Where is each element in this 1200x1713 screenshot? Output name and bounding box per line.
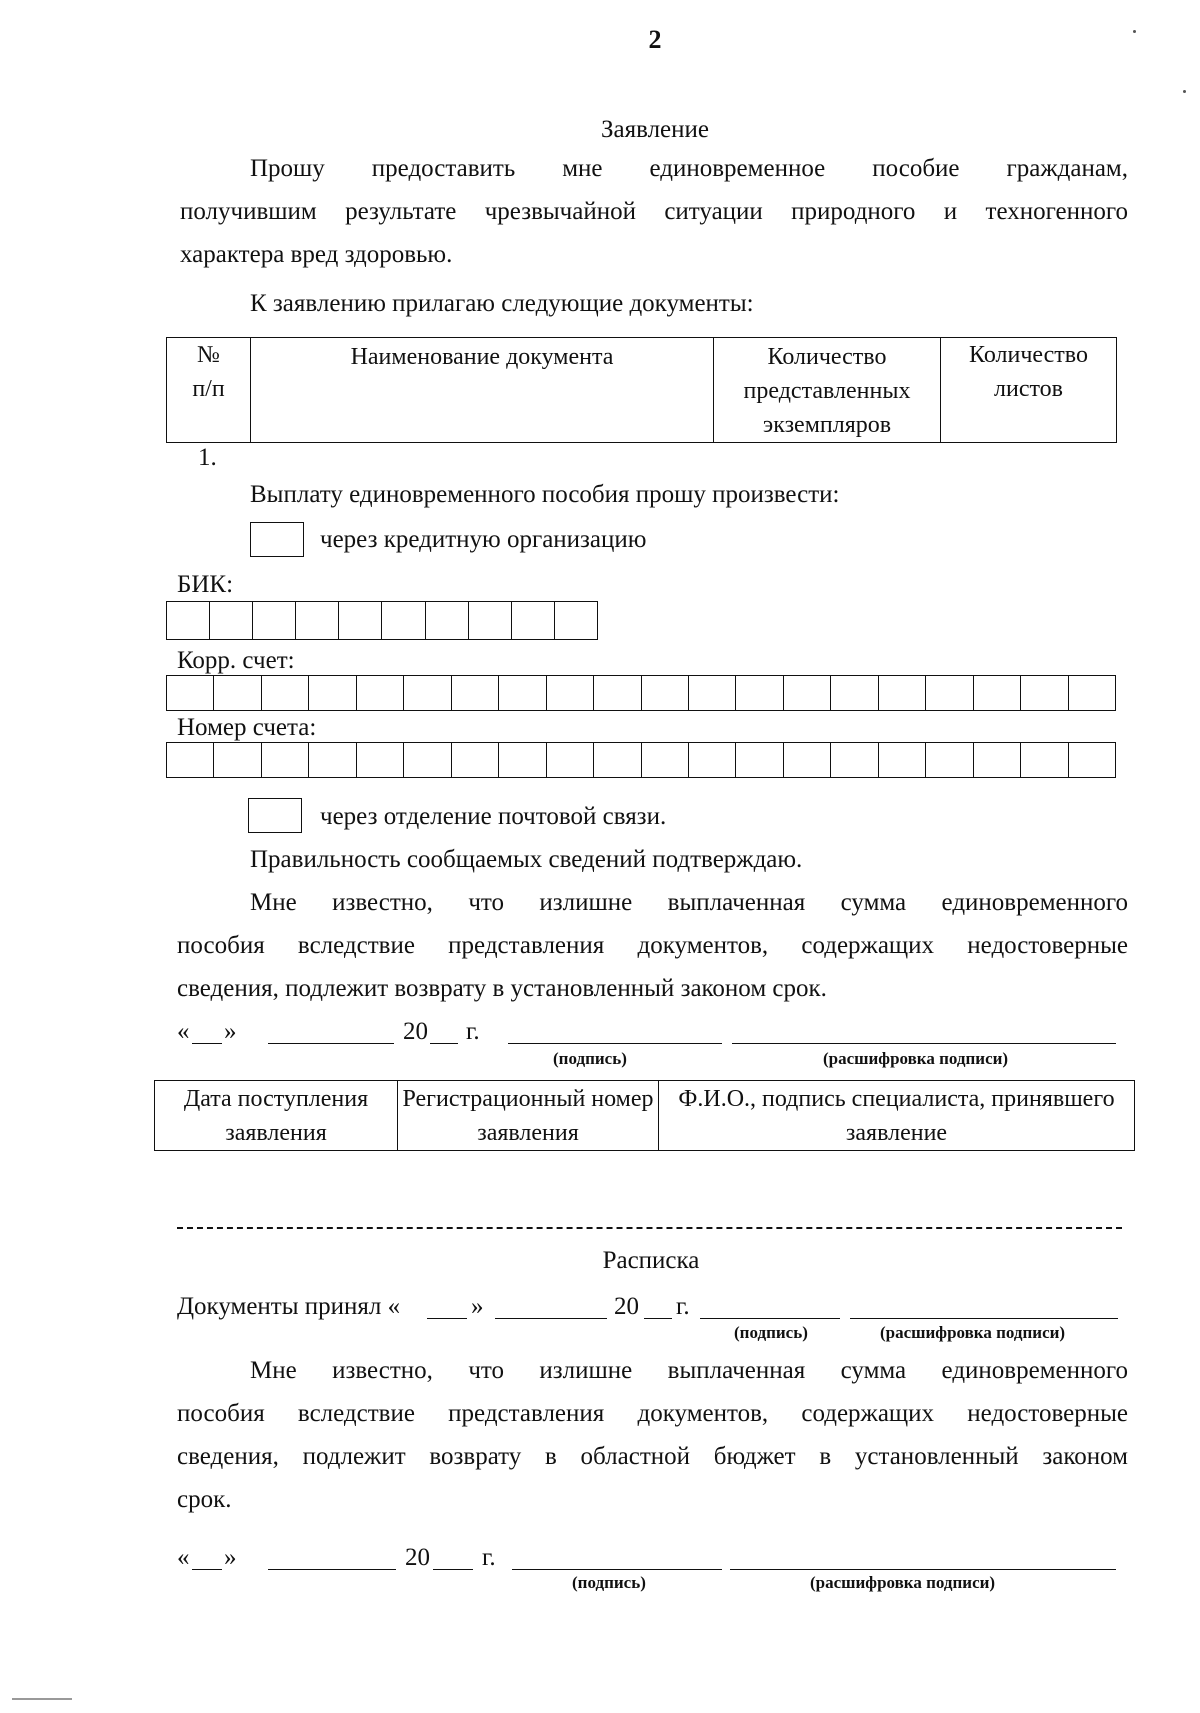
receipt-year-prefix: 20 [614,1293,639,1320]
receipt-final-decode-caption: (расшифровка подписи) [810,1573,996,1592]
receipt-title: Расписка [602,1247,700,1274]
received-date-cell: Дата поступления заявления [155,1081,398,1151]
bik-cell[interactable] [555,602,597,639]
corr-account-input-grid[interactable] [166,675,1116,711]
table-row-number: 1. [198,444,217,471]
bik-cell[interactable] [469,602,512,639]
date-open-quote: « [177,1018,190,1045]
scan-edge-mark [12,1698,72,1700]
bank-option-checkbox[interactable] [250,522,304,557]
account-number-cell[interactable] [357,743,404,777]
receipt-notice-line-3: сведения, подлежит возврату в областной бюджет в установленный законом [177,1443,1128,1470]
corr-account-cell[interactable] [167,676,214,710]
corr-account-cell[interactable] [642,676,689,710]
bik-cell[interactable] [167,602,210,639]
corr-account-cell[interactable] [309,676,356,710]
receipt-notice-line-2: пособия вследствие представления документов, содержащих недостоверные [177,1400,1128,1427]
corr-account-cell[interactable] [214,676,261,710]
corr-account-cell[interactable] [404,676,451,710]
bik-cell[interactable] [339,602,382,639]
receipt-date-close-quote: » [471,1293,484,1320]
header-sheets: Количество листов [941,338,1117,443]
receipt-year-suffix: г. [676,1293,690,1320]
notice-line-1: Мне известно, что излишне выплаченная сумма единовременного [250,889,1128,916]
receipt-notice-line-1: Мне известно, что излишне выплаченная сумма единовременного [250,1357,1128,1384]
account-number-cell[interactable] [879,743,926,777]
account-number-cell[interactable] [262,743,309,777]
receipt-final-year-prefix: 20 [405,1544,430,1571]
bik-cell[interactable] [426,602,469,639]
receipt-year-field[interactable] [644,1296,672,1319]
accepted-label: Документы принял « [177,1293,401,1320]
bik-input-grid[interactable] [166,601,598,640]
post-option-checkbox[interactable] [248,798,302,833]
receipt-final-year-suffix: г. [482,1544,496,1571]
account-number-cell[interactable] [831,743,878,777]
document-title: Заявление [600,116,710,143]
corr-account-label: Корр. счет: [177,647,295,674]
account-number-cell[interactable] [214,743,261,777]
receipt-final-decode-field[interactable] [730,1547,1116,1570]
post-option-label: через отделение почтовой связи. [320,803,667,830]
notice-line-2: пособия вследствие представления документов, содержащих недостоверные [177,932,1128,959]
corr-account-cell[interactable] [594,676,641,710]
bik-cell[interactable] [210,602,253,639]
date-year-field[interactable] [430,1021,458,1044]
account-number-cell[interactable] [167,743,214,777]
documents-table [166,337,1117,443]
account-number-cell[interactable] [547,743,594,777]
bik-cell[interactable] [253,602,296,639]
corr-account-cell[interactable] [357,676,404,710]
account-number-cell[interactable] [594,743,641,777]
date-close-quote: » [224,1018,237,1045]
scan-speck [1183,90,1186,93]
signature-decode-field[interactable] [732,1021,1116,1044]
year-suffix: г. [466,1018,480,1045]
date-day-field[interactable] [192,1021,222,1044]
intro-line-3: характера вред здоровью. [180,241,453,268]
receipt-decode-field[interactable] [850,1296,1118,1319]
account-number-cell[interactable] [499,743,546,777]
intro-line-2: получившим результате чрезвычайной ситуации природного и техногенного [180,198,1128,225]
signature-decode-caption: (расшифровка подписи) [823,1049,1009,1068]
receipt-month-field[interactable] [495,1296,607,1319]
documents-table-header [167,338,1117,443]
receipt-decode-caption: (расшифровка подписи) [880,1323,1066,1342]
account-number-cell[interactable] [784,743,831,777]
receipt-final-signature-field[interactable] [512,1547,722,1570]
confirmation-text: Правильность сообщаемых сведений подтверждаю. [250,846,803,873]
receipt-final-day-field[interactable] [192,1547,222,1570]
signature-caption: (подпись) [553,1049,627,1068]
account-number-cell[interactable] [452,743,499,777]
account-number-cell[interactable] [689,743,736,777]
header-doc-name: Наименование документа [251,338,714,443]
receipt-final-month-field[interactable] [268,1547,396,1570]
account-number-cell[interactable] [926,743,973,777]
receipt-signature-caption: (подпись) [734,1323,808,1342]
corr-account-cell[interactable] [1021,676,1068,710]
account-number-input-grid[interactable] [166,742,1116,778]
bik-cell[interactable] [296,602,339,639]
page-number: 2 [648,25,662,54]
account-number-cell[interactable] [736,743,783,777]
corr-account-cell[interactable] [1069,676,1115,710]
header-num: № п/п [167,338,251,443]
payment-method-label: Выплату единовременного пособия прошу произвести: [250,481,840,508]
bank-option-label: через кредитную организацию [320,526,647,553]
receipt-notice-line-4: срок. [177,1486,232,1513]
account-number-cell[interactable] [309,743,356,777]
corr-account-cell[interactable] [784,676,831,710]
registration-table [154,1080,1135,1151]
specialist-cell: Ф.И.О., подпись специалиста, принявшего заявление [659,1081,1135,1151]
corr-account-cell[interactable] [689,676,736,710]
receipt-day-field[interactable] [427,1296,467,1319]
receipt-signature-field[interactable] [700,1296,840,1319]
scan-speck [1133,30,1136,33]
notice-line-3: сведения, подлежит возврату в установленный законом срок. [177,975,827,1002]
signature-field[interactable] [508,1021,722,1044]
corr-account-cell[interactable] [974,676,1021,710]
account-number-cell[interactable] [1069,743,1115,777]
intro-line-1: Прошу предоставить мне единовременное пособие гражданам, [250,155,1128,182]
receipt-final-date-close-quote: » [224,1544,237,1571]
receipt-final-signature-caption: (подпись) [572,1573,646,1592]
receipt-final-year-field[interactable] [433,1547,473,1570]
registration-number-cell: Регистрационный номер заявления [398,1081,659,1151]
receipt-date-open-quote: « [177,1544,190,1571]
account-number-cell[interactable] [404,743,451,777]
header-copies: Количество представленных экземпляров [714,338,941,443]
date-month-field[interactable] [268,1021,394,1044]
corr-account-cell[interactable] [499,676,546,710]
corr-account-cell[interactable] [547,676,594,710]
attachments-label: К заявлению прилагаю следующие документы: [250,290,754,317]
corr-account-cell[interactable] [736,676,783,710]
account-number-label: Номер счета: [177,714,317,741]
corr-account-cell[interactable] [262,676,309,710]
corr-account-cell[interactable] [879,676,926,710]
corr-account-cell[interactable] [926,676,973,710]
corr-account-cell[interactable] [831,676,878,710]
bik-cell[interactable] [512,602,555,639]
account-number-cell[interactable] [1021,743,1068,777]
bik-label: БИК: [177,571,234,598]
cut-line [177,1227,1122,1229]
year-prefix: 20 [403,1018,428,1045]
account-number-cell[interactable] [974,743,1021,777]
corr-account-cell[interactable] [452,676,499,710]
bik-cell[interactable] [382,602,425,639]
account-number-cell[interactable] [642,743,689,777]
